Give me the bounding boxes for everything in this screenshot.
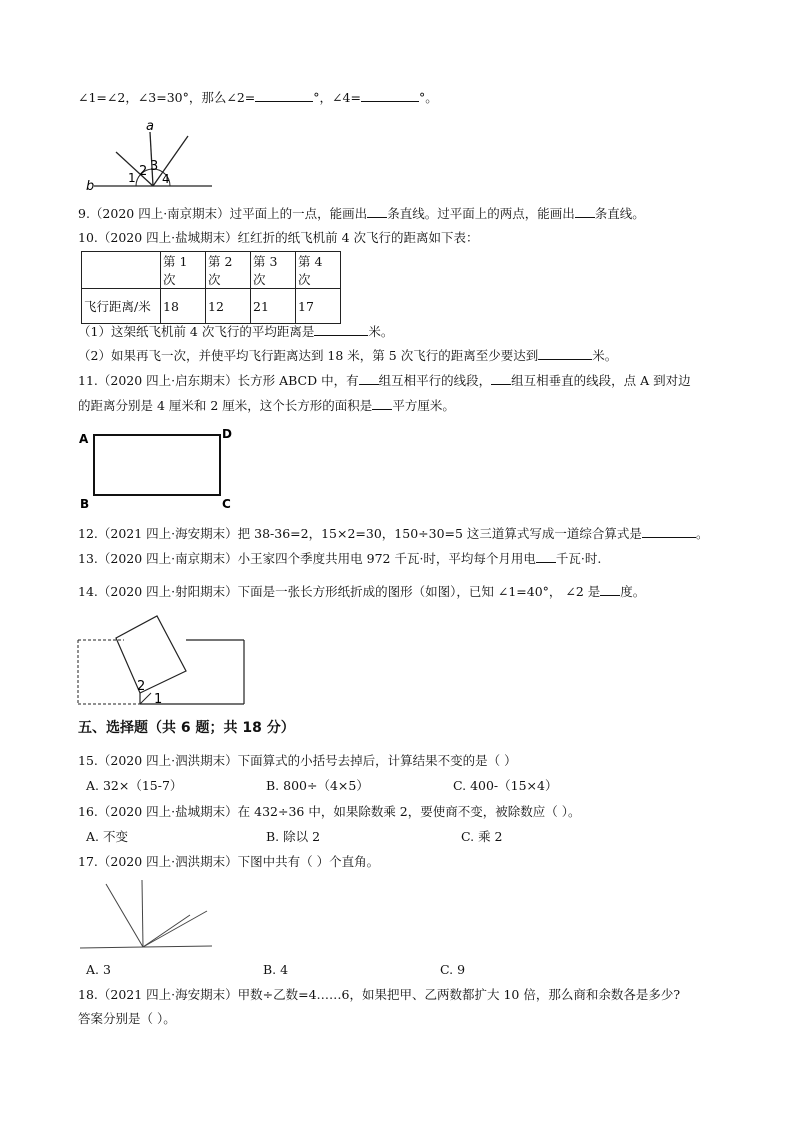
q16-option-c[interactable]: C. 乘 2 (461, 829, 503, 844)
vertex-d-label: D (222, 427, 232, 441)
q17-right-angle-figure (76, 878, 218, 954)
q11-rectangle-figure (76, 424, 236, 512)
label-b: b (86, 179, 95, 192)
q13-text: 13.（2020 四上·南京期末）小王家四个季度共用电 972 千瓦·时，平均每个月用电 千瓦·时. (78, 551, 602, 566)
label-a: a (146, 119, 154, 134)
answer-blank[interactable] (600, 582, 620, 596)
q18-line2: 答案分别是（ ）。 (78, 1011, 176, 1026)
angle-1-label: 1 (128, 171, 136, 185)
q15-option-a[interactable]: A. 32×（15-7） (86, 778, 183, 793)
answer-blank[interactable] (642, 524, 696, 538)
vertex-a-label: A (79, 432, 89, 446)
answer-blank[interactable] (367, 204, 387, 218)
answer-blank[interactable] (536, 549, 556, 563)
answer-blank[interactable] (255, 88, 313, 102)
q17-option-a[interactable]: A. 3 (86, 962, 111, 977)
angle-3-label: 3 (150, 159, 159, 174)
q9-text: 9.（2020 四上·南京期末）过平面上的一点，能画出 条直线。过平面上的两点，能画出 条直线。 (78, 206, 645, 221)
q17-option-c[interactable]: C. 9 (440, 962, 466, 977)
vertex-b-label: B (80, 497, 90, 511)
q11-line2: 的距离分别是 4 厘米和 2 厘米，这个长方形的面积是 平方厘米。 (78, 398, 455, 413)
q8-text: ∠1=∠2，∠3=30°，那么∠2= °，∠4= °。 (78, 90, 438, 105)
q8-angle-figure (84, 118, 216, 192)
q10-text: 10.（2020 四上·盐城期末）红红折的纸飞机前 4 次飞行的距离如下表： (78, 230, 479, 245)
q14-folded-paper-figure (74, 610, 250, 708)
flight-distance-table (81, 251, 341, 324)
angle-4-label: 4 (162, 172, 170, 186)
q14-text: 14.（2020 四上·射阳期末）下面是一张长方形纸折成的图形（如图），已知 ∠1=40°， ∠2 是 度。 (78, 584, 646, 599)
q17-option-b[interactable]: B. 4 (263, 962, 289, 977)
q18-line1: 18.（2021 四上·海安期末）甲数÷乙数=4……6，如果把甲、乙两数都扩大 10 倍，那么商和余数各是多少? (78, 987, 681, 1002)
answer-blank[interactable] (361, 88, 419, 102)
q17-text: 17.（2020 四上·泗洪期末）下图中共有（ ）个直角。 (78, 854, 380, 869)
q11-line1: 11.（2020 四上·启东期末）长方形 ABCD 中，有 组互相平行的线段， 组互相垂直的线段，点 A 到对边 (78, 373, 691, 388)
q10-sub2: （2）如果再飞一次，并使平均飞行距离达到 18 米，第 5 次飞行的距离至少要达到 米。 (78, 348, 618, 363)
q16-option-a[interactable]: A. 不变 (86, 829, 128, 844)
vertex-c-label: C (222, 497, 231, 511)
answer-blank[interactable] (538, 346, 592, 360)
angle-2-label: 2 (139, 164, 148, 179)
table-row: 第 1 次 第 2 次 第 3 次 第 4 次 (82, 252, 341, 289)
table-row: 飞行距离/米 18 12 21 17 (82, 289, 341, 324)
q15-option-c[interactable]: C. 400-（15×4） (453, 778, 558, 793)
angle-2-label: 2 (137, 679, 146, 694)
answer-blank[interactable] (491, 371, 511, 385)
answer-blank[interactable] (314, 322, 368, 336)
q15-text: 15.（2020 四上·泗洪期末）下面算式的小括号去掉后，计算结果不变的是（ ） (78, 753, 517, 768)
answer-blank[interactable] (575, 204, 595, 218)
q16-option-b[interactable]: B. 除以 2 (266, 829, 321, 844)
angle-1-label: 1 (154, 692, 163, 707)
q12-text: 12.（2021 四上·海安期末）把 38-36=2，15×2=30，150÷30=5 这三道算式写成一道综合算式是 。 (78, 526, 709, 541)
q10-sub1: （1）这架纸飞机前 4 次飞行的平均距离是 米。 (78, 324, 394, 339)
q16-text: 16.（2020 四上·盐城期末）在 432÷36 中，如果除数乘 2，要使商不变，被除数应（ ）。 (78, 804, 581, 819)
answer-blank[interactable] (359, 371, 379, 385)
section-title: 五、选择题（共 6 题；共 18 分） (78, 720, 295, 736)
q15-option-b[interactable]: B. 800÷（4×5） (266, 778, 369, 793)
answer-blank[interactable] (372, 396, 392, 410)
